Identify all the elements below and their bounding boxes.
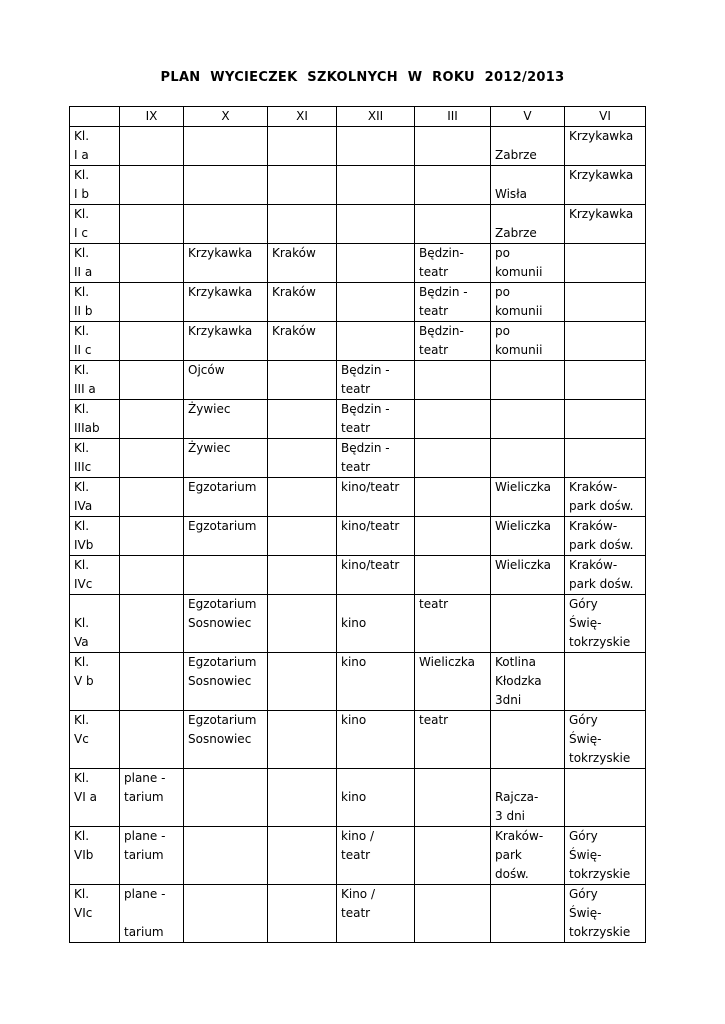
document-title: PLAN WYCIECZEK SZKOLNYCH W ROKU 2012/2013: [160, 70, 565, 85]
trip-cell: kino/teatr: [337, 556, 415, 595]
trip-cell: Krzykawka: [184, 244, 268, 283]
trip-cell: Kraków- park dośw.: [565, 556, 646, 595]
trip-cell: Góry Świę- tokrzyskie: [565, 885, 646, 943]
header-cell-month: X: [184, 107, 268, 127]
trip-cell: [120, 595, 184, 653]
trip-cell: Egzotarium: [184, 478, 268, 517]
trip-cell: [565, 439, 646, 478]
class-cell: Kl. II c: [70, 322, 120, 361]
table-row: [70, 556, 646, 595]
class-cell: Kl. VIb: [70, 827, 120, 885]
trip-cell: [415, 205, 491, 244]
trip-cell: Egzotarium Sosnowiec: [184, 595, 268, 653]
trip-cell: [491, 400, 565, 439]
class-cell: Kl. Va: [70, 595, 120, 653]
trip-cell: Żywiec: [184, 400, 268, 439]
trip-cell: Góry Świę- tokrzyskie: [565, 711, 646, 769]
class-cell: Kl. IVb: [70, 517, 120, 556]
trip-cell: [415, 439, 491, 478]
trip-cell: [120, 517, 184, 556]
trip-cell: Wieliczka: [491, 478, 565, 517]
trip-cell: [268, 400, 337, 439]
trip-cell: Egzotarium Sosnowiec: [184, 653, 268, 711]
trip-cell: [337, 283, 415, 322]
trip-cell: Góry Świę- tokrzyskie: [565, 595, 646, 653]
trip-cell: Krzykawka: [184, 283, 268, 322]
trip-cell: [268, 827, 337, 885]
trip-cell: Zabrze: [491, 205, 565, 244]
class-cell: Kl. II b: [70, 283, 120, 322]
header-row: [70, 107, 646, 127]
class-cell: Kl. I b: [70, 166, 120, 205]
trip-cell: Będzin - teatr: [337, 361, 415, 400]
table-row: [70, 205, 646, 244]
trip-cell: [565, 653, 646, 711]
trip-cell: [268, 361, 337, 400]
trip-cell: Krzykawka: [565, 166, 646, 205]
trip-cell: kino: [337, 769, 415, 827]
trip-cell: kino/teatr: [337, 478, 415, 517]
trip-cell: [268, 205, 337, 244]
trip-cell: [268, 166, 337, 205]
table-row: [70, 653, 646, 711]
class-cell: Kl. I a: [70, 127, 120, 166]
trip-cell: [268, 517, 337, 556]
table-row: [70, 127, 646, 166]
trip-cell: [268, 478, 337, 517]
trip-cell: [565, 361, 646, 400]
table-row: [70, 885, 646, 943]
trip-cell: [415, 361, 491, 400]
trip-cell: [415, 517, 491, 556]
trip-cell: [120, 439, 184, 478]
trip-cell: [120, 556, 184, 595]
table-row: [70, 439, 646, 478]
trip-cell: [120, 127, 184, 166]
trip-cell: [184, 127, 268, 166]
trip-cell: Kraków- park dośw.: [565, 478, 646, 517]
trip-cell: plane - tarium: [120, 827, 184, 885]
trip-cell: [184, 827, 268, 885]
table-row: [70, 769, 646, 827]
trip-cell: Kraków- park dośw.: [491, 827, 565, 885]
trip-cell: [268, 556, 337, 595]
class-cell: Kl. IVa: [70, 478, 120, 517]
trip-cell: [415, 166, 491, 205]
table-body: [70, 127, 646, 943]
class-cell: Kl. IIIab: [70, 400, 120, 439]
trip-cell: kino: [337, 595, 415, 653]
trip-cell: Będzin - teatr: [337, 439, 415, 478]
table-row: [70, 400, 646, 439]
trip-cell: kino: [337, 711, 415, 769]
trip-cell: [120, 244, 184, 283]
trip-cell: Wieliczka: [415, 653, 491, 711]
trip-cell: Ojców: [184, 361, 268, 400]
trip-cell: Krzykawka: [184, 322, 268, 361]
header-cell-class: [70, 107, 120, 127]
trip-cell: [415, 400, 491, 439]
trip-cell: [415, 827, 491, 885]
trip-cell: [120, 478, 184, 517]
trip-cell: Kraków- park dośw.: [565, 517, 646, 556]
class-cell: Kl. VIc: [70, 885, 120, 943]
trip-cell: [337, 166, 415, 205]
trip-cell: po komunii: [491, 322, 565, 361]
trip-plan-table: [69, 106, 646, 943]
trip-cell: [337, 127, 415, 166]
table-row: [70, 827, 646, 885]
header-cell-month: XI: [268, 107, 337, 127]
table-row: [70, 166, 646, 205]
trip-cell: Wieliczka: [491, 556, 565, 595]
trip-cell: teatr: [415, 595, 491, 653]
trip-cell: [120, 283, 184, 322]
table-row: [70, 517, 646, 556]
class-cell: Kl. VI a: [70, 769, 120, 827]
trip-cell: [415, 478, 491, 517]
trip-cell: [491, 361, 565, 400]
trip-cell: [120, 361, 184, 400]
class-cell: Kl. V b: [70, 653, 120, 711]
trip-cell: Żywiec: [184, 439, 268, 478]
trip-cell: Rajcza- 3 dni: [491, 769, 565, 827]
trip-cell: [565, 244, 646, 283]
trip-cell: Wisła: [491, 166, 565, 205]
trip-cell: [491, 595, 565, 653]
trip-cell: Kotlina Kłodzka 3dni: [491, 653, 565, 711]
trip-cell: Wieliczka: [491, 517, 565, 556]
trip-cell: po komunii: [491, 283, 565, 322]
trip-cell: [268, 127, 337, 166]
class-cell: Kl. II a: [70, 244, 120, 283]
trip-cell: [337, 244, 415, 283]
trip-cell: [184, 769, 268, 827]
trip-cell: kino/teatr: [337, 517, 415, 556]
trip-cell: [120, 653, 184, 711]
trip-cell: [415, 885, 491, 943]
trip-cell: Będzin- teatr: [415, 244, 491, 283]
trip-cell: plane - tarium: [120, 769, 184, 827]
trip-cell: Krzykawka: [565, 205, 646, 244]
trip-cell: Kraków: [268, 244, 337, 283]
trip-cell: Zabrze: [491, 127, 565, 166]
trip-cell: [120, 400, 184, 439]
table-row: [70, 361, 646, 400]
trip-cell: Będzin - teatr: [337, 400, 415, 439]
class-cell: Kl. I c: [70, 205, 120, 244]
trip-cell: [120, 205, 184, 244]
trip-cell: po komunii: [491, 244, 565, 283]
table-row: [70, 711, 646, 769]
trip-cell: Będzin - teatr: [415, 283, 491, 322]
class-cell: Kl. III a: [70, 361, 120, 400]
trip-cell: plane - tarium: [120, 885, 184, 943]
trip-cell: [120, 711, 184, 769]
trip-cell: [120, 166, 184, 205]
trip-cell: [268, 711, 337, 769]
table-row: [70, 595, 646, 653]
trip-cell: [491, 885, 565, 943]
table-row: [70, 283, 646, 322]
trip-cell: [268, 595, 337, 653]
header-cell-month: III: [415, 107, 491, 127]
trip-cell: [337, 205, 415, 244]
trip-cell: [184, 556, 268, 595]
table-row: [70, 322, 646, 361]
trip-cell: [268, 769, 337, 827]
class-cell: Kl. Vc: [70, 711, 120, 769]
trip-cell: [337, 322, 415, 361]
trip-cell: [565, 400, 646, 439]
trip-cell: kino / teatr: [337, 827, 415, 885]
trip-cell: [415, 556, 491, 595]
header-cell-month: XII: [337, 107, 415, 127]
trip-cell: [565, 322, 646, 361]
table-row: [70, 478, 646, 517]
trip-cell: [268, 653, 337, 711]
trip-cell: kino: [337, 653, 415, 711]
trip-cell: Kraków: [268, 283, 337, 322]
class-cell: Kl. IVc: [70, 556, 120, 595]
trip-cell: [184, 205, 268, 244]
table-row: [70, 244, 646, 283]
trip-cell: [415, 769, 491, 827]
trip-cell: [184, 885, 268, 943]
class-cell: Kl. IIIc: [70, 439, 120, 478]
trip-cell: Egzotarium Sosnowiec: [184, 711, 268, 769]
trip-cell: [491, 711, 565, 769]
trip-cell: [565, 769, 646, 827]
trip-cell: Kino / teatr: [337, 885, 415, 943]
header-cell-month: V: [491, 107, 565, 127]
trip-cell: Egzotarium: [184, 517, 268, 556]
trip-cell: [268, 885, 337, 943]
trip-cell: [565, 283, 646, 322]
trip-cell: [184, 166, 268, 205]
header-cell-month: VI: [565, 107, 646, 127]
header-cell-month: IX: [120, 107, 184, 127]
trip-cell: Będzin- teatr: [415, 322, 491, 361]
trip-cell: Krzykawka: [565, 127, 646, 166]
trip-cell: teatr: [415, 711, 491, 769]
trip-cell: [415, 127, 491, 166]
trip-cell: [120, 322, 184, 361]
trip-cell: [491, 439, 565, 478]
trip-cell: [268, 439, 337, 478]
trip-cell: Góry Świę- tokrzyskie: [565, 827, 646, 885]
trip-cell: Kraków: [268, 322, 337, 361]
